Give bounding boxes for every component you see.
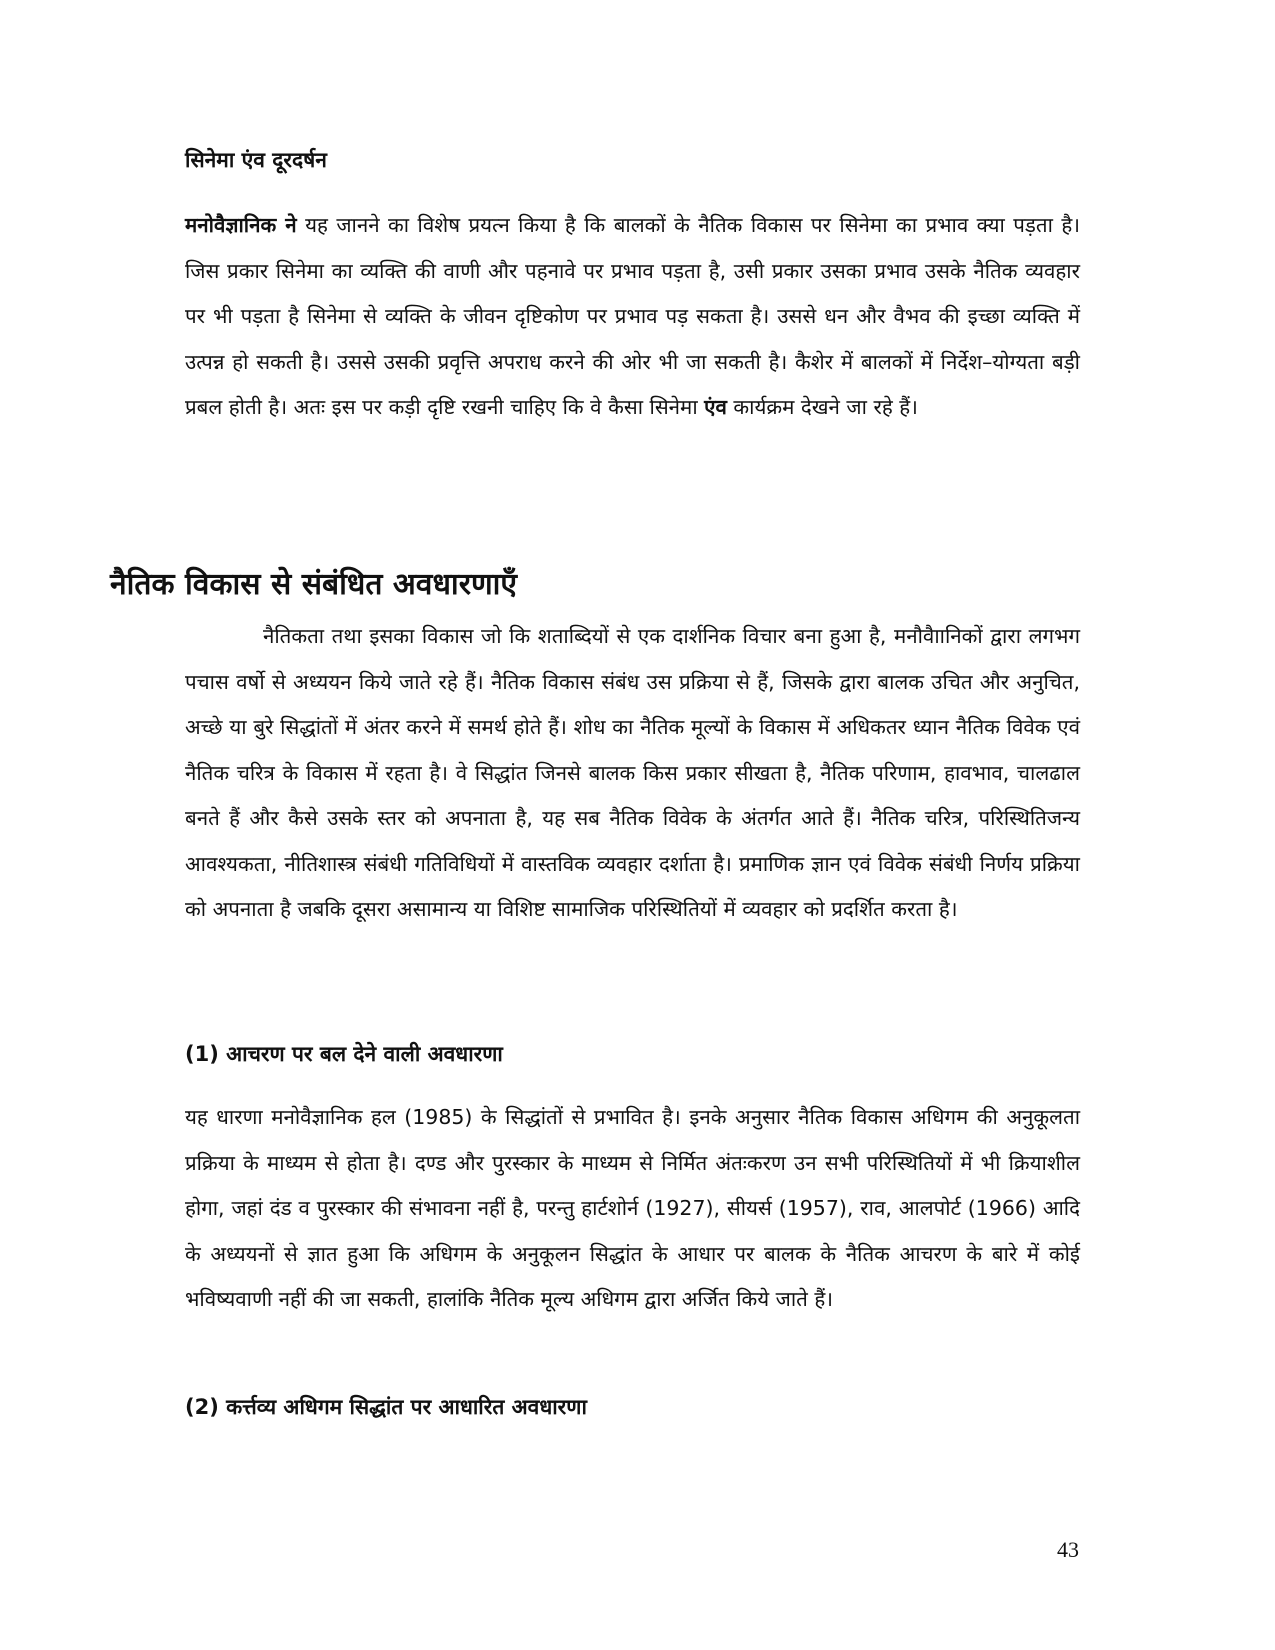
- cinema-heading: सिनेमा एंव दूरदर्षन: [185, 148, 327, 172]
- moral-development-text: नैतिकता तथा इसका विकास जो कि शताब्दियों से एक दार्शनिक विचार बना हुआ है, मनौवैाानिकों द्वारा लगभग पचास वर्षो से अध्ययन किये जाते रहे हैं। नैतिक विकास संबंध उस प्रक्रिया से हैं, जिसके द्वारा बालक उचित और अनुचित, अच्छे या बुरे सिद्धांतों में अंतर करने में समर्थ होते हैं। शोध का नैतिक मूल्यों के विकास में अधिकतर ध्यान नैतिक विवेक एवं नैतिक चरित्र के विकास में रहता है। वे सिद्धांत जिनसे बालक किस प्रकार सीखता है, नैतिक परिणाम, हावभाव, चालढाल बनते हैं और कैसे उसके स्तर को अपनाता है, यह सब नैतिक विवेक के अंतर्गत आते हैं। नैतिक चरित्र, परिस्थितिजन्य आवश्यकता, नीतिशास्त्र संबंधी गतिविधियों में वास्तविक व्यवहार दर्शाता है। प्रमाणिक ज्ञान एवं विवेक संबंधी निर्णय प्रक्रिया को अपनाता है जबकि दूसरा असामान्य या विशिष्ट सामाजिक परिस्थितियों में व्यवहार को प्रदर्शित करता है।: [185, 624, 1080, 921]
- moral-development-paragraph: [185, 614, 1080, 933]
- cinema-paragraph-text-end: कार्यक्रम देखने जा रहे हैं।: [726, 395, 918, 419]
- cinema-paragraph-bold-word: एंव: [704, 395, 727, 419]
- concept-1-heading: (1) आचरण पर बल देने वाली अवधारणा: [185, 1042, 503, 1066]
- concept-1-paragraph: यह धारणा मनोवैज्ञानिक हल (1985) के सिद्धांतों से प्रभावित है। इनके अनुसार नैतिक विकास अधिगम की अनुकूलता प्रक्रिया के माध्यम से होता है। दण्ड और पुरस्कार के माध्यम से निर्मित अंतःकरण उन सभी परिस्थितियों में भी क्रियाशील होगा, जहां दंड व पुरस्कार की संभावना नहीं है, परन्तु हार्टशोर्न (1927), सीयर्स (1957), राव, आलपोर्ट (1966) आदि के अध्ययनों से ज्ञात हुआ कि अधिगम के अनुकूलन सिद्धांत के आधार पर बालक के नैतिक आचरण के बारे में कोई भविष्यवाणी नहीं की जा सकती, हालांकि नैतिक मूल्य अधिगम द्वारा अर्जित किये जाते हैं।: [185, 1105, 1080, 1311]
- cinema-paragraph-lead: मनोवैज्ञानिक ने: [185, 213, 297, 237]
- concept-2-heading: (2) कर्त्तव्य अधिगम सिद्धांत पर आधारित अवधारणा: [185, 1395, 587, 1419]
- cinema-paragraph: [185, 203, 1080, 431]
- cinema-paragraph-text: यह जानने का विशेष प्रयत्न किया है कि बालकों के नैतिक विकास पर सिनेमा का प्रभाव क्या पड़ता है। जिस प्रकार सिनेमा का व्यक्ति की वाणी और पहनावे पर प्रभाव पड़ता है, उसी प्रकार उसका प्रभाव उसके नैतिक व्यवहार पर भी पड़ता है सिनेमा से व्यक्ति के जीवन दृष्टिकोण पर प्रभाव पड़ सकता है। उससे धन और वैभव की इच्छा व्यक्ति में उत्पन्न हो सकती है। उससे उसकी प्रवृत्ति अपराध करने की ओर भी जा सकती है। कैशेर में बालकों में निर्देश–योग्यता बड़ी प्रबल होती है। अतः इस पर कड़ी दृष्टि रखनी चाहिए कि वे कैसा सिनेमा: [185, 213, 1080, 419]
- moral-development-heading: नैतिक विकास से संबंधित अवधारणाएँ: [110, 567, 518, 602]
- page-number: 43: [1057, 1537, 1079, 1562]
